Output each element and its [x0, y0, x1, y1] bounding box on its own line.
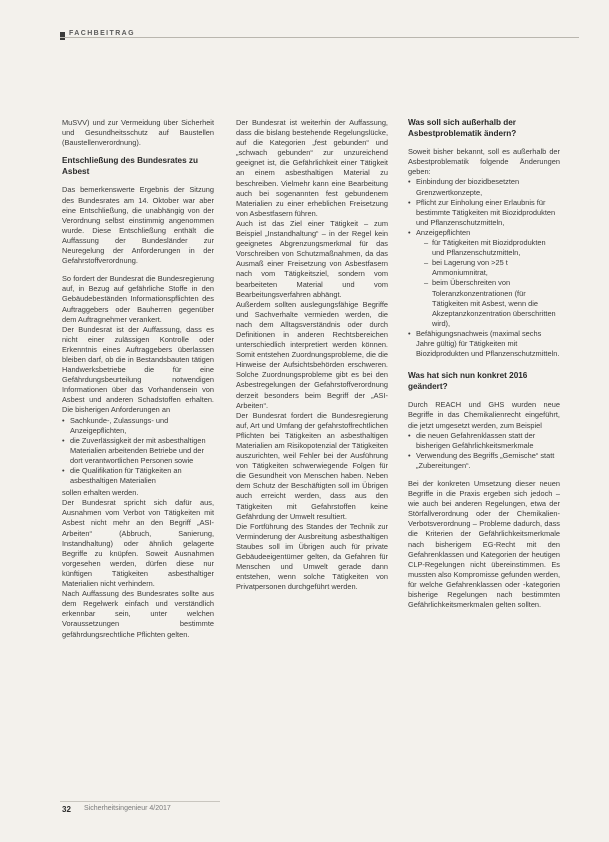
paragraph: Bei der konkreten Umsetzung dieser neuen Begriffe in die Praxis ergeben sich jedoch – wie auch bei anderen Regelungen, etwa der Störfallverordnung oder der Chemikalien-Verbotsverordnung – Probleme dadurch, dass die Kriterien der Gefährlichkeitsmerkmale nach bisherigem EG-Recht mit den Gefahrenklassen und Kategorien der heutigen CLP-Regelungen nicht übereinstimmen. Es mussten also Kompromisse gefunden werden, für welche Gefahrenklassen oder -kategorien bisherige Regelungen nach bestimmten Gefährlichkeitsmerkmalen gelten sollten. [408, 479, 560, 610]
list-item: • die neuen Gefahrenklassen statt der bisherigen Gefährlichkeitsmerkmale [408, 431, 560, 451]
paragraph: Auch ist das Ziel einer Tätigkeit – zum Beispiel „Instandhaltung“ – in der Regel kein geeignetes Abgrenzungsmerkmal für das Vorschreiben von Schutzmaßnahmen, da das Ausmaß einer Freisetzung von Asbestfasern nach vom Tätigkeitsziel, sondern vom bearbeiteten Material und vom Bearbeitungsverfahren abhängt. [236, 218, 388, 299]
changes-list [408, 177, 560, 359]
list-item: • Verwendung des Begriffs „Gemische“ statt „Zubereitungen“. [408, 451, 560, 471]
list-item: • die Zuverlässigkeit der mit asbesthaltigen Materialien arbeitenden Betriebe und der dort verantwortlichen Personen sowie [62, 436, 214, 466]
list-item: • Sachkunde-, Zulassungs- und Anzeigepflichten, [62, 416, 214, 436]
list-item [408, 228, 560, 329]
list-item: • Pflicht zur Einholung einer Erlaubnis für bestimmte Tätigkeiten mit Biozidprodukten und Pflanzenschutzmitteln, [408, 198, 560, 228]
column-2 [236, 118, 388, 592]
publication-source: Sicherheitsingenieur 4/2017 [84, 805, 171, 812]
list-item: • Einbindung der biozidbesetzten Grenzwertkonzepte, [408, 177, 560, 197]
header-divider [60, 37, 579, 38]
list-item-label: Anzeigepflichten [416, 227, 471, 237]
requirements-list [62, 416, 214, 487]
section-heading: Entschließung des Bundesrates zu Asbest [62, 156, 199, 176]
paragraph: Das bemerkenswerte Ergebnis der Sitzung des Bundesrates am 14. Oktober war aber eine Entschließung, die unabhängig von der Verordnung selbst einstimmig angenommen wurde. Diese Entschließung enthält die Auffassung der Bundesländer zur Neuregelung der Anforderungen in der Gefahrstoffverordnung. [62, 185, 214, 266]
list-item: • Befähigungsnachweis (maximal sechs Jahre gültig) für Tätigkeiten mit Biozidprodukten und Pflanzenschutzmitteln. [408, 329, 560, 359]
section-label: FACHBEITRAG [69, 30, 135, 37]
sub-list-item: – bei Lagerung von >25 t Ammoniumnitrat, [424, 258, 560, 278]
paragraph: Soweit bisher bekannt, soll es außerhalb der Asbestproblematik folgende Änderungen geben: [408, 147, 560, 177]
list-item: • die Qualifikation für Tätigkeiten an asbesthaltigen Materialien [62, 466, 214, 486]
paragraph: Der Bundesrat ist der Auffassung, dass es nicht einer zulässigen Kontrolle oder Erkenntnis eines Auftraggebers überlassen bleiben darf, ob die in Bestandsbauten tätigen Handwerksbetriebe die für eine Gefährdungsbeurteilung notwendigen Informationen über das Vorhandensein von Asbest und anderen Schadstoffen erhalten. Die bisherigen Anforderungen an [62, 324, 214, 415]
paragraph: So fordert der Bundesrat die Bundesregierung auf, in Bezug auf gefährliche Stoffe in den Gebäudebeständen Informationspflichten des Auftraggebers oder Bauherren gegenüber dem Auftragnehmer verankert. [62, 274, 214, 324]
paragraph: sollen erhalten werden. [62, 488, 139, 498]
sub-list [416, 238, 560, 329]
footer-divider [60, 801, 220, 802]
paragraph: Außerdem sollten auslegungsfähige Begriffe und Sachverhalte vermieden werden, die nach dem Alltagsverständnis oder durch Definitionen in anderen Rechtsbereichen unterschiedlich interpretiert werden können. Somit entstehen Zuordnungsprobleme, die die Hinweise der Aufsichtsbehörden erschweren. Solche Zuordnungsprobleme gibt es bei den Asbestregelungen der Gefahrstoffverordnung derzeit besonders beim Begriff der „ASI-Arbeiten“. [236, 299, 388, 410]
page-number: 32 [62, 805, 71, 814]
intro-paragraph: MuSVV) und zur Vermeidung über Sicherheit und Gesundheitsschutz auf Baustellen (Baustellenverordnung). [62, 118, 214, 148]
paragraph: Durch REACH und GHS wurden neue Begriffe in das Chemikalienrecht eingeführt, die jetzt umgesetzt werden, zum Beispiel [408, 400, 560, 430]
sub-list-item: – für Tätigkeiten mit Biozidprodukten und Pflanzenschutzmitteln, [424, 238, 560, 258]
section-heading: Was hat sich nun konkret 2016 geändert? [408, 371, 528, 391]
paragraph: Der Bundesrat spricht sich dafür aus, Ausnahmen vom Verbot von Tätigkeiten mit Asbest nicht mehr an den Begriff „ASI-Arbeiten“ (Abbruch, Sanierung, Instandhaltung) oder ähnlich gelagerte Begriffe zu knüpfen. Soweit Ausnahmen vorgesehen werden, dürfen diese nur künftigen Tätigkeiten asbesthaltiger Materialien nicht verhindern. [62, 498, 214, 589]
paragraph: Der Bundesrat fordert die Bundesregierung auf, Art und Umfang der gefahrstoffrechtlichen Pflichten bei Tätigkeiten an asbesthaltigen Materialien am Risikopotenzial der Tätigkeiten auszurichten, weil Fehler bei der Ausführung von Tätigkeiten schwerwiegende Folgen für die Gesundheit von Menschen haben. Neben dem Schutz der Beschäftigten soll im Übrigen auch erreicht werden, dass aus den Tätigkeiten mit Gefahrstoffen keine Gefährdung der Umwelt resultiert. [236, 410, 388, 521]
paragraph: Nach Auffassung des Bundesrates sollte aus dem Regelwerk einfach und verständlich erkennbar sein, unter welchen Voraussetzungen bestimmte gefährdungsrechtliche Pflichten gelten. [62, 589, 214, 639]
paragraph: Die Fortführung des Standes der Technik zur Verminderung der Ausbreitung asbesthaltigen Staubes soll im Übrigen auch für private Gebäudeeigentümer gelten, da Gefahren für Menschen und Umwelt gerade dann entstehen, wenn solche Tätigkeiten von Privatpersonen durchgeführt werden. [236, 521, 388, 592]
sub-list-item: – beim Überschreiten von Toleranzkonzentrationen (für Tätigkeiten mit Asbest, wenn die Akzeptanzkonzentration überschritten wird), [424, 278, 560, 328]
column-3 [408, 118, 560, 610]
column-1 [62, 118, 214, 640]
paragraph: Der Bundesrat ist weiterhin der Auffassung, dass die bislang bestehende Regelungslücke, auf die Kategorien „fest gebunden“ und „schwach gebunden“ zur unzureichend geeignet ist, die Gefährlichkeit einer Tätigkeit an einem asbesthaltigen Material zu beschreiben. Vielmehr kann eine Bearbeitung auch bei sogenannten fest gebundenem Materialien zu einer erheblichen Freisetzung von Asbestfasern führen. [236, 118, 388, 218]
terms-list [408, 431, 560, 471]
section-marker [60, 32, 65, 40]
section-heading: Was soll sich außerhalb der Asbestproblematik ändern? [408, 118, 517, 138]
